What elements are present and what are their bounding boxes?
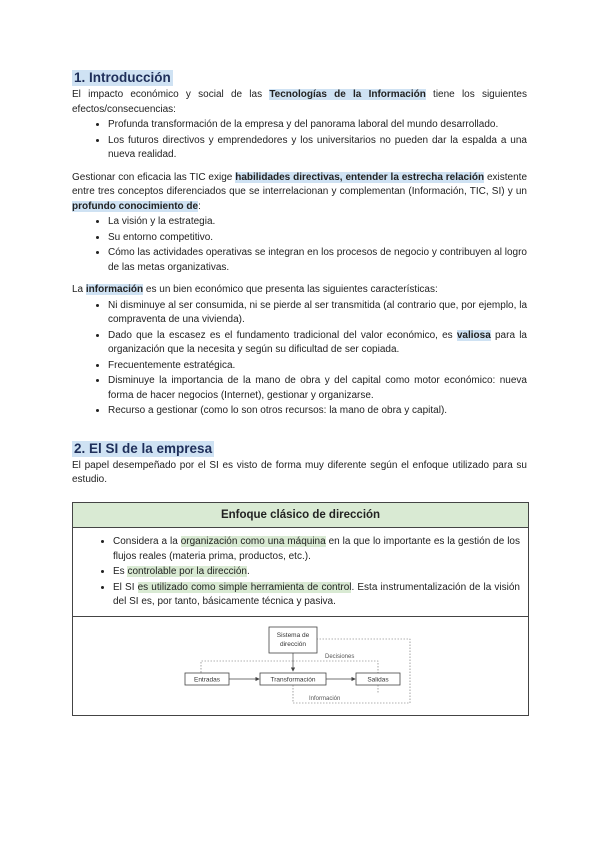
list-item [113,564,520,580]
text: El impacto económico y social de las [72,89,270,100]
list-item: • Profunda transformación de la empresa y del panorama laboral del mundo desarrollado. [108,117,527,133]
list-item: • Cómo las actividades operativas se integran en los procesos de negocio y contribuyen al logro de las metas organizativas. [108,245,527,275]
management-line-2: dirección [279,640,307,648]
text: . Esta instrumentalización de la visión del SI es, por tanto, básicamente técnica y pasiva. [113,581,520,607]
system-diagram [73,617,528,715]
transformacion-label: Transformación [270,676,316,683]
highlight-habilidades: habilidades directivas, entender la estrecha relación [235,171,485,183]
highlight-tic: Tecnologías de la Información [269,89,426,100]
list-item: • Frecuentemente estratégica. [108,358,527,374]
text: . [246,566,250,577]
highlight-informacion: información [85,284,144,295]
text: es un bien económico que presenta las siguientes características: [143,284,438,295]
decisiones-label: Decisiones [325,653,355,660]
section-2-title: 2. El SI de la empresa [74,440,213,456]
text: para la organización que la necesita y según su dificultad de ser copiada. [108,329,527,355]
list-item: • Su entorno competitivo. [108,230,527,246]
text: El SI [113,581,138,593]
highlight: es utilizado como simple herramienta de control [137,581,352,593]
diagram-svg [73,617,528,715]
section-2-intro: El papel desempeñado por el SI es visto de forma muy diferente según el enfoque utilizado para su estudio. [72,459,527,485]
highlight: controlable por la dirección [127,566,247,577]
characteristics-list [72,298,527,419]
tic-paragraph [72,171,527,215]
box-body [73,528,528,617]
informacion-label: Información [309,695,341,702]
text: : [198,200,201,212]
list-item: • Ni disminuye al ser consumida, ni se pierde al ser transmitida (al contrario que, por ejemplo, la compraventa de una vivienda). [108,298,527,328]
text: existente entre tres conceptos diferenciados que se interrelacionan y complementan (Información, TIC, SI) y un [72,171,528,197]
text: La [72,284,86,295]
list-item: • Los futuros directivos y emprendedores y los universitarios no pueden dar la espalda a una nueva realidad. [108,133,527,163]
text: Gestionar con eficacia las TIC exige [72,171,236,183]
knowledge-list [72,214,527,275]
document-page [72,70,527,716]
list-item [113,534,520,564]
text: Es [113,566,128,577]
section-1-title: 1. Introducción [74,70,171,85]
info-paragraph [72,283,527,298]
text: Considera a la [113,536,181,547]
list-item: • Disminuye la importancia de la mano de obra y del capital como motor económico: nueva forma de hacer negocios (Internet), gestionar y organizarse. [108,373,527,403]
text: tiene los siguientes efectos/consecuencias: [72,89,527,115]
text: en la que lo importante es la gestión de los flujos reales (materia prima, productos, etc.). [113,536,520,562]
approach-list [73,534,520,610]
highlight-conocimiento: profundo conocimiento de [72,200,199,212]
entradas-label: Entradas [193,676,221,683]
highlight-valiosa: valiosa [456,329,491,341]
list-item [108,328,527,358]
management-system-box [269,627,317,653]
classic-approach-box [72,502,529,716]
salidas-label: Salidas [367,676,389,683]
intro-paragraph [72,88,527,117]
list-item: • Recurso a gestionar (como lo son otros recursos: la mano de obra y capital). [108,403,527,419]
management-line-1: Sistema de [276,631,310,639]
list-item [113,580,520,610]
text: Dado que la escasez es el fundamento tradicional del valor económico, es [108,329,457,341]
list-item: • La visión y la estrategia. [108,214,527,230]
highlight: organización como una máquina [180,536,326,547]
consequences-list [72,117,527,163]
box-title: Enfoque clásico de dirección [73,503,528,529]
